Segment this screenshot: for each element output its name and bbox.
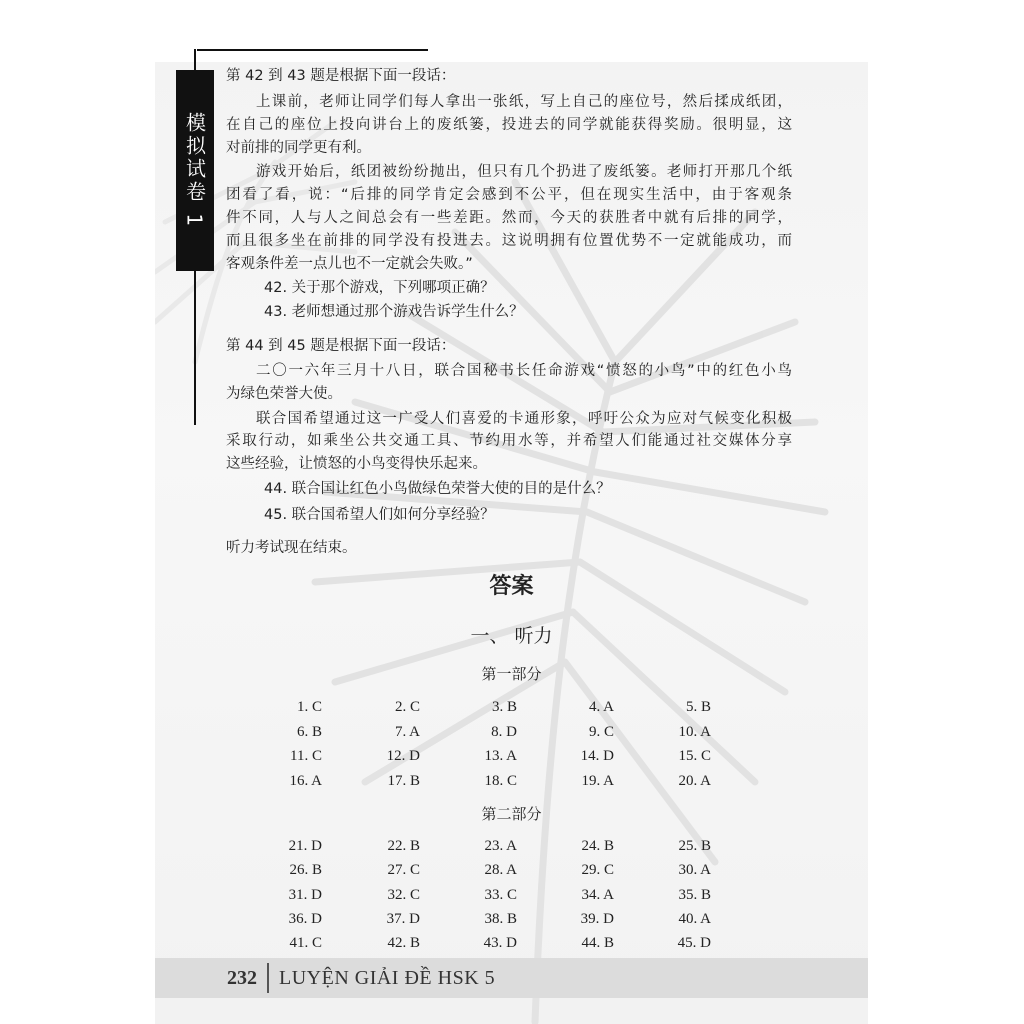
answer-item: 37. D [386, 910, 420, 927]
answers-title: 答案 [489, 574, 534, 599]
answer-item: 18. C [484, 772, 517, 789]
answer-item: 39. D [580, 910, 614, 927]
question-42: 42. 关于那个游戏，下列哪项正确？ [264, 280, 495, 296]
answer-item: 7. A [394, 723, 420, 740]
question-43: 43. 老师想通过那个游戏告诉学生什么？ [264, 304, 524, 320]
answer-item: 28. A [484, 862, 517, 879]
page-number: 232 [227, 966, 257, 989]
question-45: 45. 联合国希望人们如何分享经验？ [264, 507, 495, 523]
answer-item: 16. A [289, 772, 322, 789]
answer-item: 31. D [288, 886, 322, 903]
question-44: 44. 联合国让红色小鸟做绿色荣誉大使的目的是什么？ [264, 481, 611, 497]
passage1-line: 上课前，老师让同学们每人拿出一张纸，写上自己的座位号，然后揉成纸团， [256, 94, 792, 110]
answer-item: 20. A [678, 772, 711, 789]
passage1-line: 团看了看，说：“后排的同学肯定会感到不公平，但在现实生活中，由于客观条 [226, 187, 792, 203]
book-title: LUYỆN GIẢI ĐỀ HSK 5 [279, 966, 496, 989]
answer-item: 27. C [387, 862, 420, 879]
passage2-line: 联合国希望通过这一广受人们喜爱的卡通形象，呼吁公众为应对气候变化积极 [256, 411, 792, 427]
answer-item: 45. D [677, 935, 711, 952]
answer-item: 17. B [387, 772, 420, 789]
passage1-line: 在自己的座位上投向讲台上的废纸篓，投进去的同学就能获得奖励。很明显，这 [226, 117, 792, 133]
answer-item: 9. C [588, 723, 614, 740]
passage1-line: 而且很多坐在前排的同学没有投进去。这说明拥有位置优势不一定就能成功，而 [226, 233, 792, 249]
passage2-line: 为绿色荣誉大使。 [226, 386, 342, 402]
answer-item: 13. A [484, 748, 517, 764]
answer-item: 22. B [387, 838, 420, 854]
passage1-line: 客观条件差一点儿也不一定就会失败。” [226, 256, 473, 272]
answer-item: 42. B [387, 935, 420, 952]
answer-item: 41. C [289, 935, 322, 952]
answer-item: 23. A [484, 838, 517, 854]
answer-item: 25. B [678, 838, 711, 854]
passage1-line: 游戏开始后，纸团被纷纷抛出，但只有几个扔进了废纸篓。老师打开那几个纸 [256, 164, 792, 180]
passage1-line: 件不同，人与人之间总会有一些差距。然而，今天的获胜者中就有后排的同学， [226, 210, 792, 226]
answer-item: 12. D [386, 748, 420, 764]
answer-item: 4. A [588, 699, 614, 715]
page-footer [155, 958, 868, 998]
answer-item: 34. A [581, 886, 614, 903]
answer-item: 1. C [296, 699, 322, 715]
answer-item: 2. C [394, 699, 420, 715]
part2-title: 第二部分 [481, 805, 542, 823]
answer-item: 8. D [491, 723, 517, 740]
answer-item: 29. C [581, 862, 614, 879]
passage2-line: 这些经验，让愤怒的小鸟变得快乐起来。 [226, 456, 487, 472]
answer-item: 35. B [678, 886, 711, 903]
answer-item: 32. C [387, 886, 420, 903]
passage2-line: 二〇一六年三月十八日，联合国秘书长任命游戏“愤怒的小鸟”中的红色小鸟 [256, 363, 792, 379]
footer-divider [267, 963, 269, 993]
top-rule [197, 49, 428, 51]
answer-item: 11. C [290, 748, 322, 764]
closing-text: 听力考试现在结束。 [226, 540, 357, 556]
side-tab-label: 模拟试卷 1 [182, 111, 207, 230]
answer-item: 33. C [484, 886, 517, 903]
passage1-intro: 第 42 到 43 题是根据下面一段话： [226, 68, 456, 84]
passage1-line: 对前排的同学更有利。 [226, 140, 371, 156]
answer-item: 3. B [491, 699, 517, 715]
answer-item: 19. A [581, 772, 614, 789]
answer-item: 14. D [580, 748, 614, 764]
answer-item: 5. B [685, 699, 711, 715]
answer-item: 43. D [483, 935, 517, 952]
answer-item: 30. A [678, 862, 711, 879]
answer-item: 15. C [678, 748, 711, 764]
answer-item: 26. B [289, 862, 322, 879]
answer-item: 24. B [581, 838, 614, 854]
answer-item: 40. A [678, 910, 711, 927]
answer-item: 44. B [581, 935, 614, 952]
answer-item: 6. B [296, 723, 322, 740]
answer-item: 38. B [484, 910, 517, 927]
passage2-intro: 第 44 到 45 题是根据下面一段话： [226, 338, 456, 354]
answer-item: 36. D [288, 910, 322, 927]
answer-item: 10. A [678, 723, 711, 740]
answer-item: 21. D [288, 838, 322, 854]
passage2-line: 采取行动，如乘坐公共交通工具、节约用水等，并希望人们能通过社交媒体分享 [226, 433, 792, 449]
part1-title: 第一部分 [481, 665, 542, 683]
section-title: 一、 听力 [470, 625, 553, 647]
side-tab [176, 70, 214, 271]
